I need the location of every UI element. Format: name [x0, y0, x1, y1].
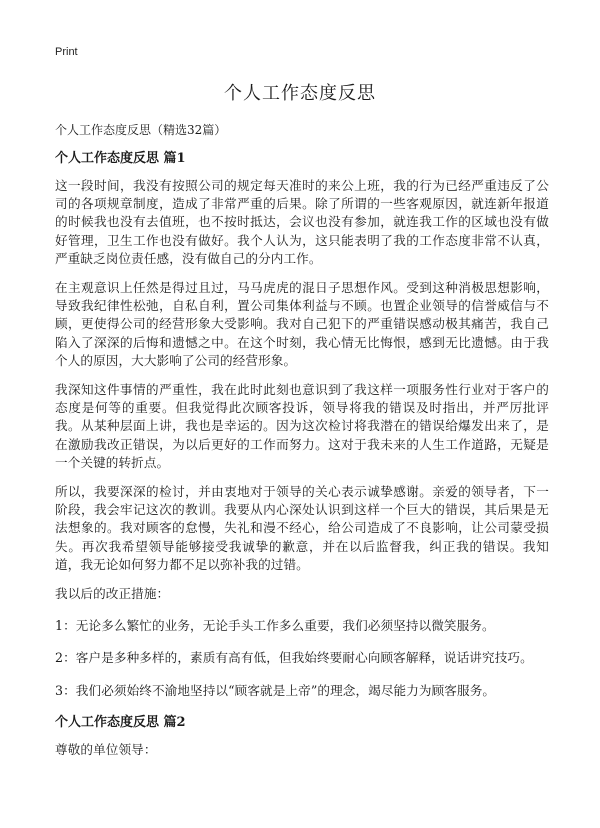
list-item: 3：我们必须始终不渝地坚持以“顾客就是上帝”的理念，竭尽能力为顾客服务。: [55, 682, 496, 698]
paragraph: 这一段时间，我没有按照公司的规定每天准时的来公上班，我的行为已经严重违反了公司的各项规章制度，造成了非常严重的后果。除了所谓的一些客观原因，就连新年报道的时候我也没有去值班，也不按时抵达，会议也没有参加，就连我工作的区域也没有做好管理，卫生工作也没有做好。我个人认为，这只能表明了我的工作态度非常不认真，严重缺乏岗位责任感，没有做自己的分内工作。: [55, 178, 549, 266]
page-title: 个人工作态度反思: [224, 83, 376, 104]
document-subtitle: 个人工作态度反思（精选32篇）: [55, 123, 227, 137]
paragraph: 所以，我要深深的检讨，并由衷地对于领导的关心表示诚挚感谢。亲爱的领导者，下一阶段，我会牢记这次的教训。我要从内心深处认识到这样一个巨大的错误，其后果是无法想象的。我对顾客的怠慢，失礼和漫不经心，给公司造成了不良影响，让公司蒙受损失。再次我希望领导能够接受我诚挚的歉意，并在以后监督我，纠正我的错误。我知道，我无论如何努力都不足以弥补我的过错。: [55, 484, 549, 572]
paragraph: 尊敬的单位领导：: [55, 741, 157, 757]
document-body: [55, 150, 549, 770]
section-heading: 个人工作态度反思 篇2: [55, 714, 186, 730]
paragraph: 我深知这件事情的严重性，我在此时此刻也意识到了我这样一项服务性行业对于客户的态度是何等的重要。但我觉得此次顾客投诉，领导将我的错误及时指出，并严厉批评我。从某种层面上讲，我也是幸运的。因为这次检讨将我潜在的错误给爆发出来了，是在激励我改正错误，为以后更好的工作而努力。这对于我未来的人生工作道路，无疑是一个关键的转折点。: [55, 382, 549, 470]
list-item: 1：无论多么繁忙的业务，无论手头工作多么重要，我们必须坚持以微笑服务。: [55, 618, 495, 634]
section-heading: 个人工作态度反思 篇1: [55, 151, 186, 166]
paragraph: 在主观意识上任然是得过且过，马马虎虎的混日子思想作风。受到这种消极思想影响，导致我纪律性松弛，自私自利，置公司集体利益与不顾。也置企业领导的信誉威信与不顾，更使得公司的经营形象大受影响。我对自己犯下的严重错误感动极其痛苦，我自己陷入了深深的后悔和遗憾之中。在这个时刻，我心情无比悔恨，感到无比遗憾。由于我个人的原因，大大影响了公司的经营形象。: [55, 280, 549, 368]
list-item: 2：客户是多种多样的，素质有高有低，但我始终要耐心向顾客解释，说话讲究技巧。: [55, 650, 533, 666]
print-link[interactable]: Print: [55, 46, 78, 58]
paragraph: 我以后的改正措施：: [55, 586, 170, 602]
